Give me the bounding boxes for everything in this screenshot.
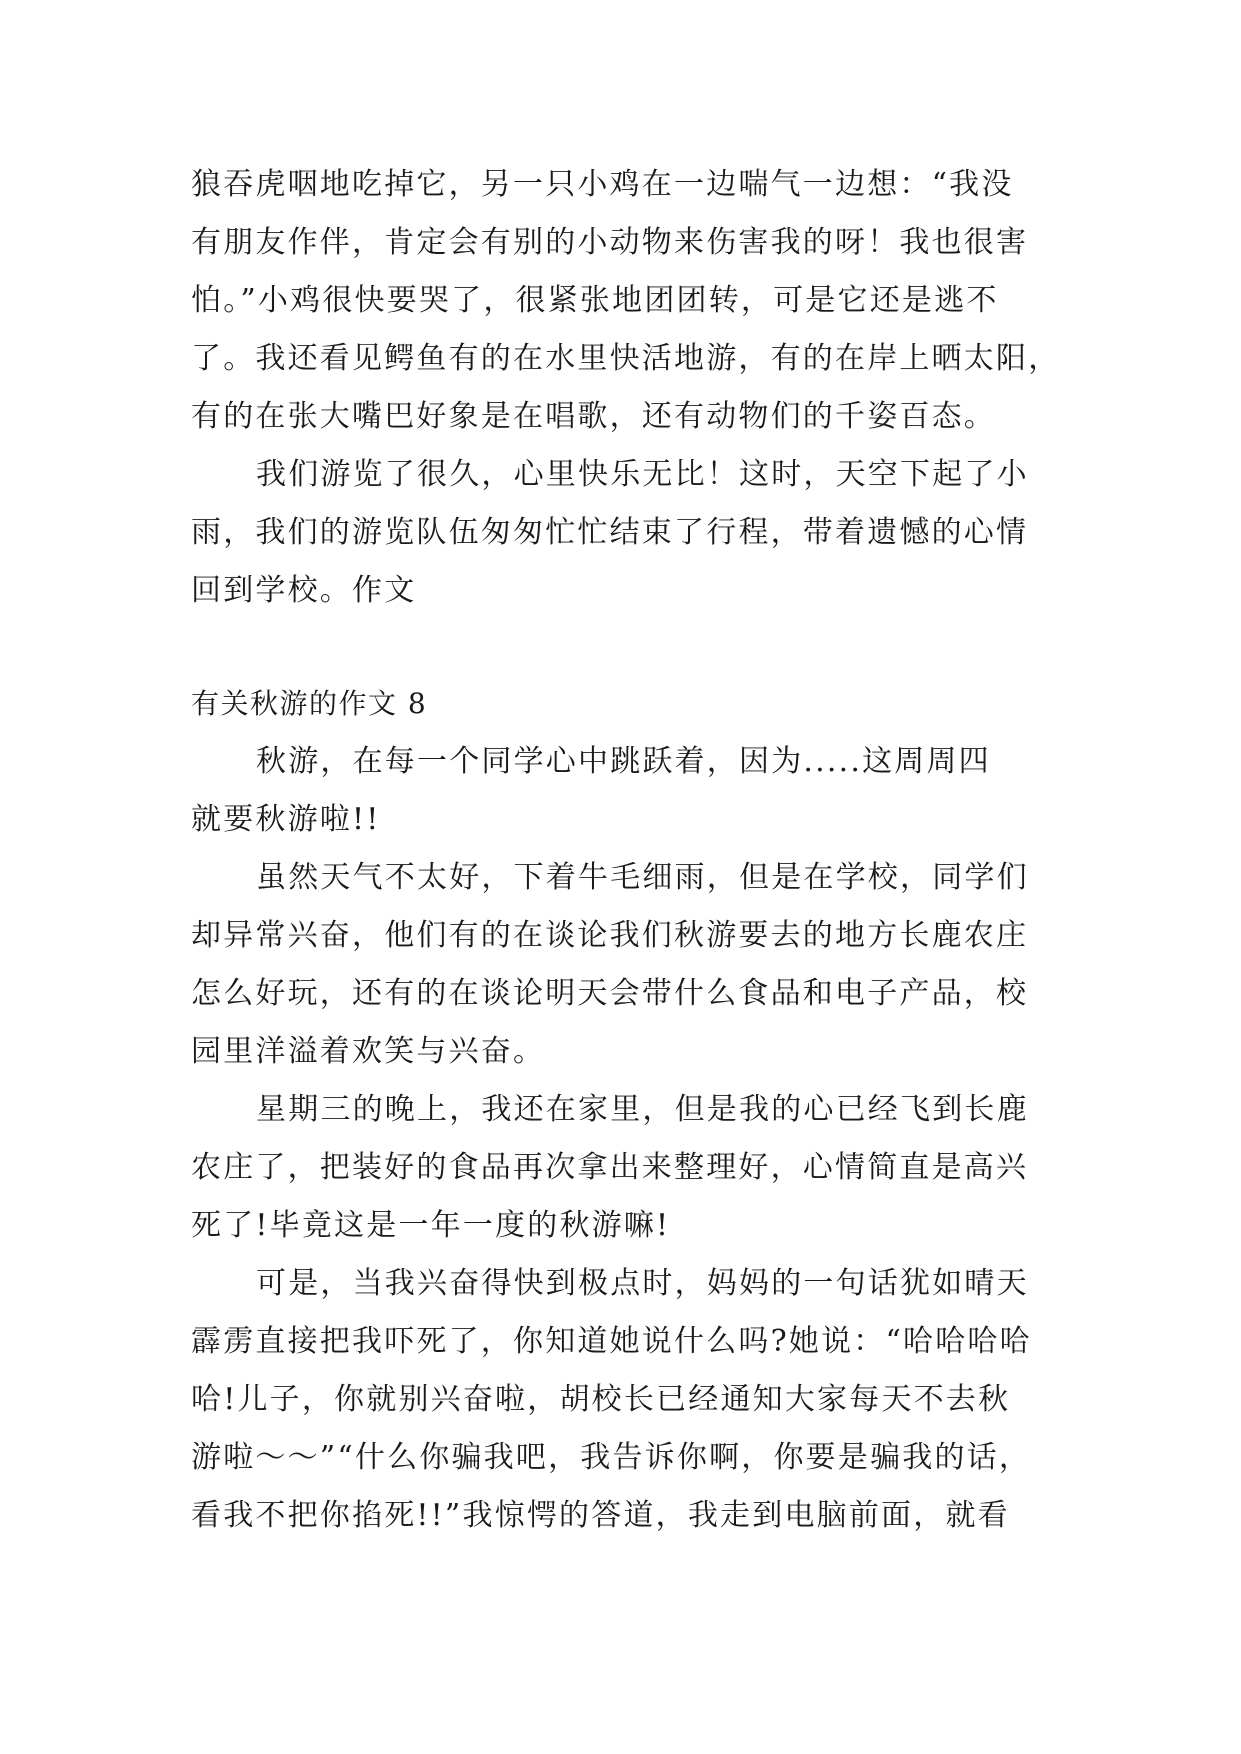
text-line: 怎么好玩，还有的在谈论明天会带什么食品和电子产品，校	[191, 976, 1029, 1011]
text-line: 有的在张大嘴巴好象是在唱歌，还有动物们的千姿百态。	[191, 399, 996, 434]
text-line: 有朋友作伴，肯定会有别的小动物来伤害我的呀！我也很害	[191, 225, 1029, 260]
text-line: 雨，我们的游览队伍匆匆忙忙结束了行程，带着遗憾的心情	[191, 515, 1029, 550]
section-title: 有关秋游的作文 8	[191, 687, 428, 720]
paragraph-start: 可是，当我兴奋得快到极点时，妈妈的一句话犹如晴天	[256, 1266, 1029, 1301]
text-line: 怕。”小鸡很快要哭了，很紧张地团团转，可是它还是逃不	[191, 283, 999, 318]
text-line: 就要秋游啦!!	[191, 802, 381, 837]
text-line: 园里洋溢着欢笑与兴奋。	[191, 1034, 546, 1069]
text-line: 农庄了，把装好的食品再次拿出来整理好，心情简直是高兴	[191, 1150, 1029, 1185]
text-line: 哈!儿子，你就别兴奋啦，胡校长已经通知大家每天不去秋	[191, 1382, 1011, 1417]
paragraph-start: 星期三的晚上，我还在家里，但是我的心已经飞到长鹿	[256, 1092, 1029, 1127]
paragraph-start: 秋游，在每一个同学心中跳跃着，因为.....这周周四	[256, 744, 991, 779]
text-line: 狼吞虎咽地吃掉它，另一只小鸡在一边喘气一边想：“我没	[191, 167, 1014, 202]
text-line: 死了!毕竟这是一年一度的秋游嘛!	[191, 1208, 671, 1243]
text-line: 霹雳直接把我吓死了，你知道她说什么吗?她说：“哈哈哈哈	[191, 1324, 1032, 1359]
text-line: 却异常兴奋，他们有的在谈论我们秋游要去的地方长鹿农庄	[191, 918, 1029, 953]
paragraph-start: 虽然天气不太好，下着牛毛细雨，但是在学校，同学们	[256, 860, 1029, 895]
text-line: 看我不把你掐死!!”我惊愕的答道，我走到电脑前面，就看	[191, 1498, 1010, 1533]
text-line: 了。我还看见鳄鱼有的在水里快活地游，有的在岸上晒太阳，	[191, 341, 1061, 376]
text-line: 回到学校。作文	[191, 573, 417, 608]
text-line: 游啦～～”“什么你骗我吧，我告诉你啊，你要是骗我的话，	[191, 1440, 1032, 1475]
paragraph-start: 我们游览了很久，心里快乐无比！这时，天空下起了小	[256, 457, 1029, 492]
